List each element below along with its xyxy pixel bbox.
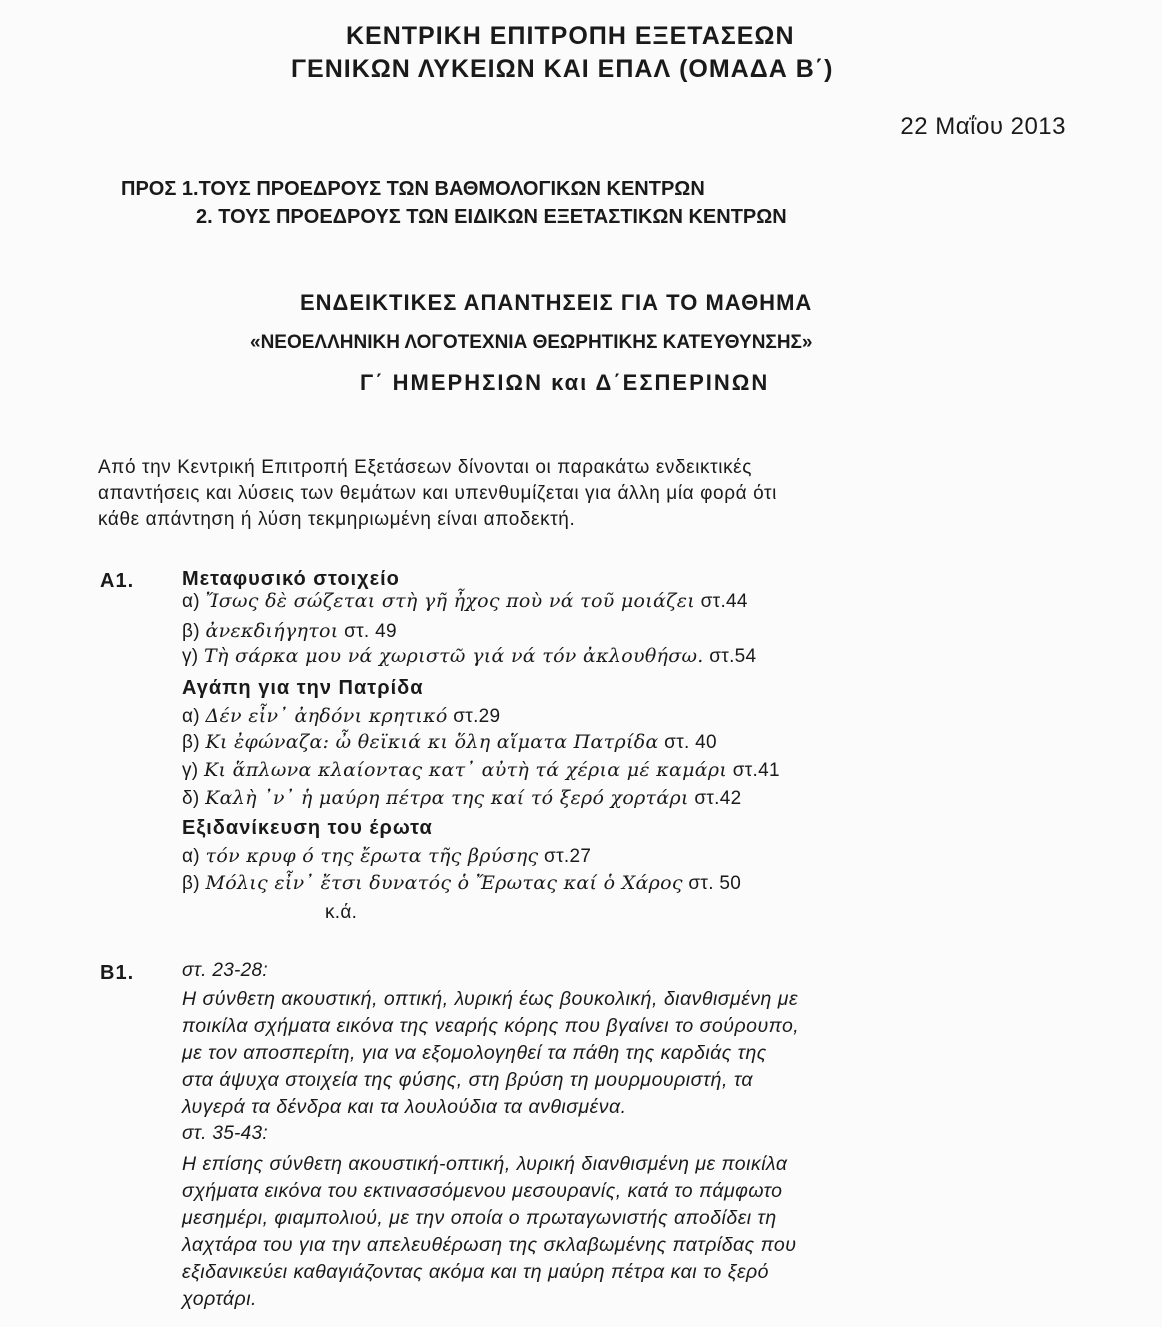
b1-label: Β1. (100, 962, 135, 984)
answer-item: β) ἀνεκδιήγητοι στ. 49 (182, 620, 397, 642)
paragraph-line: λαχτάρα του για την απελευθέρωση της σκλαβωμένης πατρίδας που (182, 1234, 797, 1256)
a1-label: Α1. (100, 570, 135, 592)
answer-item: β) Μόλις εἶν᾽ ἔτσι δυνατός ὁ Ἔρωτας καί ὁ Χάρος στ. 50 (182, 872, 742, 894)
section-heading: Αγάπη για την Πατρίδα (182, 677, 424, 699)
answer-item: γ) Κι ἅπλωνα κλαίοντας κατ᾽ αὐτὴ τά χέρια μέ καμάρι στ.41 (182, 759, 780, 781)
paragraph-line: με τον αποσπερίτη, για να εξομολογηθεί τα πάθη της καρδιάς της (182, 1042, 767, 1064)
answer-item: γ) Τὴ σάρκα μου νά χωριστῶ γιά νά τόν ἀκλουθήσω. στ.54 (182, 645, 757, 667)
verse-range: στ. 23-28: (182, 960, 268, 981)
answer-item: α) Δέν εἶν᾽ ἀηδόνι κρητικό στ.29 (182, 705, 501, 727)
header-line-2: ΓΕΝΙΚΩΝ ΛΥΚΕΙΩΝ ΚΑΙ ΕΠΑΛ (ΟΜΑΔΑ Β΄) (291, 55, 834, 83)
title-line-3: Γ΄ ΗΜΕΡΗΣΙΩΝ και Δ΄ΕΣΠΕΡΙΝΩΝ (360, 370, 770, 395)
b1-paragraph-1 (182, 986, 1082, 1121)
paragraph-line: ποικίλα σχήματα εικόνα της νεαρής κόρης που βγαίνει το σούρουπο, (182, 1015, 800, 1037)
section-heading: Μεταφυσικό στοιχείο (182, 568, 400, 590)
section-heading: Εξιδανίκευση του έρωτα (182, 817, 433, 839)
intro-line: απαντήσεις και λύσεις των θεμάτων και υπενθυμίζεται για άλλη μία φορά ότι (98, 483, 777, 504)
answer-item: α) τόν κρυφ ό της ἔρωτα τῆς βρύσης στ.27 (182, 845, 592, 867)
document-date: 22 Μαΐου 2013 (900, 113, 1066, 140)
paragraph-line: λυγερά τα δένδρα και τα λουλούδια τα ανθισμένα. (182, 1096, 627, 1118)
answer-item: δ) Καλὴ ᾽ν᾽ ἡ μαύρη πέτρα της καί τό ξερό χορτάρι στ.42 (182, 787, 742, 809)
paragraph-line: Η σύνθετη ακουστική, οπτική, λυρική έως βουκολική, διανθισμένη με (182, 988, 799, 1010)
title-line-2: «ΝΕΟΕΛΛΗΝΙΚΗ ΛΟΓΟΤΕΧΝΙΑ ΘΕΩΡΗΤΙΚΗΣ ΚΑΤΕΥΘΥΝΣΗΣ» (250, 332, 813, 353)
header-line-1: ΚΕΝΤΡΙΚΗ ΕΠΙΤΡΟΠΗ ΕΞΕΤΑΣΕΩΝ (346, 22, 795, 50)
answer-item: β) Κι ἐφώναζα: ὦ θεϊκιά κι ὅλη αἵματα Πατρίδα στ. 40 (182, 731, 717, 753)
recipients-line-1: ΠΡΟΣ 1.ΤΟΥΣ ΠΡΟΕΔΡΟΥΣ ΤΩΝ ΒΑΘΜΟΛΟΓΙΚΩΝ ΚΕΝΤΡΩΝ (121, 178, 705, 200)
paragraph-line: σχήματα εικόνα του εκτινασσόμενου μεσουρανίς, κατά το πάμφωτο (182, 1180, 783, 1202)
verse-range: στ. 35-43: (182, 1123, 268, 1144)
paragraph-line: εξιδανικεύει καθαγιάζοντας ακόμα και τη μαύρη πέτρα και το ξερό (182, 1261, 770, 1283)
intro-paragraph (98, 455, 1078, 533)
recipients-line-2: 2. ΤΟΥΣ ΠΡΟΕΔΡΟΥΣ ΤΩΝ ΕΙΔΙΚΩΝ ΕΞΕΤΑΣΤΙΚΩΝ ΚΕΝΤΡΩΝ (196, 206, 787, 228)
paragraph-line: Η επίσης σύνθετη ακουστική-οπτική, λυρική διανθισμένη με ποικίλα (182, 1153, 788, 1175)
paragraph-line: χορτάρι. (182, 1288, 257, 1310)
intro-line: κάθε απάντηση ή λύση τεκμηριωμένη είναι αποδεκτή. (98, 509, 576, 530)
intro-line: Από την Κεντρική Επιτροπή Εξετάσεων δίνονται οι παρακάτω ενδεικτικές (98, 457, 753, 478)
paragraph-line: στα άψυχα στοιχεία της φύσης, στη βρύση τη μουρμουριστή, τα (182, 1069, 753, 1091)
b1-paragraph-2 (182, 1151, 1082, 1313)
etc-note: κ.ά. (325, 902, 358, 923)
paragraph-line: μεσημέρι, φιαμπολιού, με την οποία ο πρωταγωνιστής αποδίδει τη (182, 1207, 777, 1229)
title-line-1: ΕΝΔΕΙΚΤΙΚΕΣ ΑΠΑΝΤΗΣΕΙΣ ΓΙΑ ΤΟ ΜΑΘΗΜΑ (300, 290, 813, 315)
answer-item: α) Ἴσως δὲ σώζεται στὴ γῆ ἦχος ποὺ νά τοῦ μοιάζει στ.44 (182, 590, 748, 612)
